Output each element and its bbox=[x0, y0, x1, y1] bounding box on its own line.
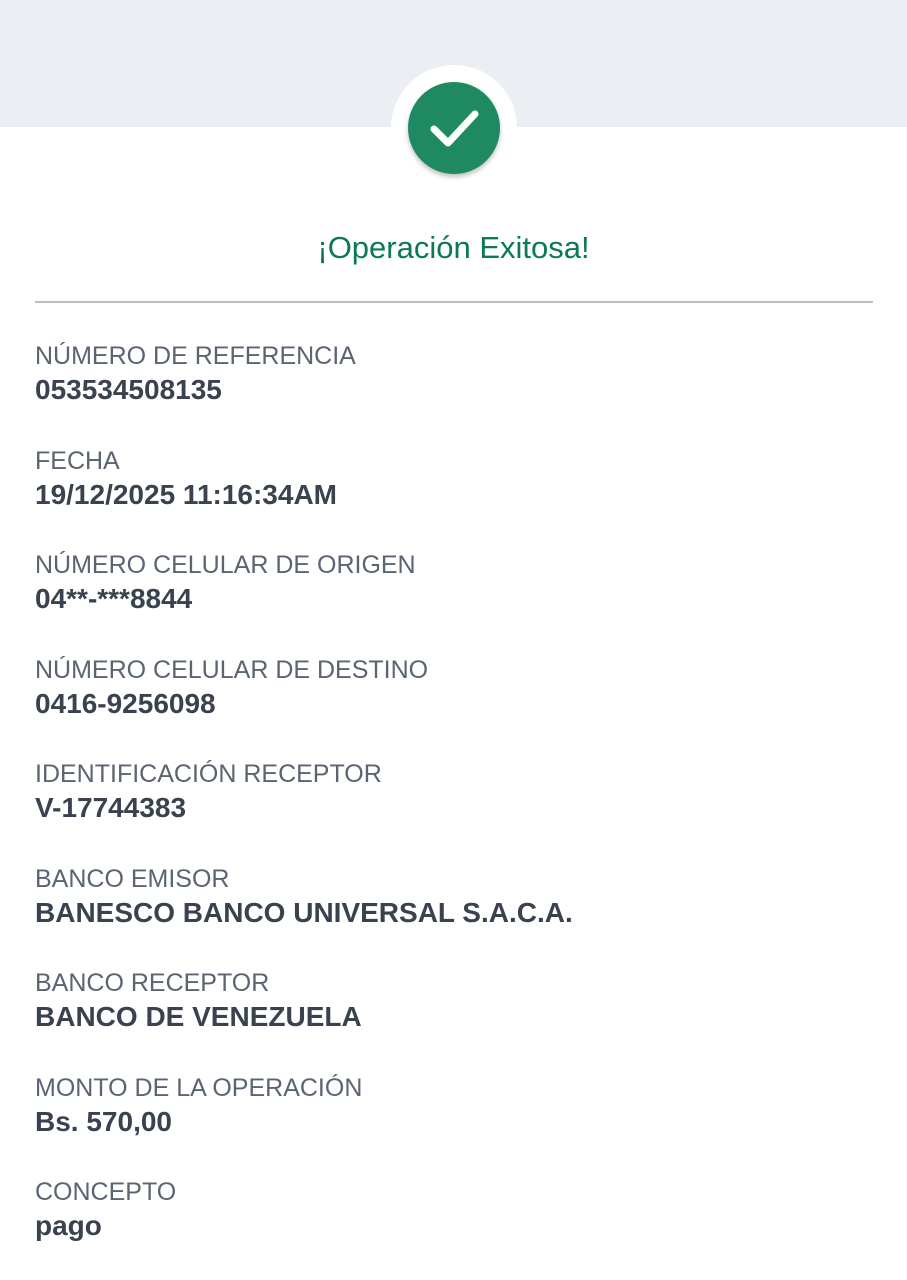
field-concept bbox=[35, 1176, 875, 1280]
field-label: CONCEPTO bbox=[35, 1178, 177, 1206]
field-value: BANCO DE VENEZUELA bbox=[35, 1001, 362, 1032]
field-value: V-17744383 bbox=[35, 792, 187, 823]
field-label: NÚMERO CELULAR DE DESTINO bbox=[35, 655, 429, 684]
field-issuing-bank bbox=[35, 863, 875, 968]
field-label: NÚMERO CELULAR DE ORIGEN bbox=[35, 551, 416, 579]
field-label: BANCO RECEPTOR bbox=[35, 969, 270, 997]
field-label: NÚMERO DE REFERENCIA bbox=[35, 342, 356, 370]
field-value: pago bbox=[35, 1210, 102, 1241]
field-reference-number bbox=[35, 340, 875, 445]
field-label: FECHA bbox=[35, 446, 120, 475]
field-label: BANCO EMISOR bbox=[35, 864, 230, 893]
field-receiver-id bbox=[35, 758, 875, 863]
check-circle-icon bbox=[408, 82, 500, 174]
field-date bbox=[35, 445, 875, 550]
field-value: 053534508135 bbox=[35, 374, 222, 405]
field-label: MONTO DE LA OPERACIÓN bbox=[35, 1073, 363, 1102]
field-label: IDENTIFICACIÓN RECEPTOR bbox=[35, 760, 382, 788]
field-origin-phone bbox=[35, 549, 875, 654]
field-value: 19/12/2025 11:16:34AM bbox=[35, 478, 337, 510]
divider bbox=[35, 301, 873, 303]
field-receiving-bank bbox=[35, 967, 875, 1072]
status-title: ¡Operación Exitosa! bbox=[317, 230, 590, 265]
details-list bbox=[35, 340, 875, 1280]
field-value: Bs. 570,00 bbox=[35, 1105, 172, 1137]
field-amount bbox=[35, 1072, 875, 1177]
field-value: BANESCO BANCO UNIVERSAL S.A.C.A. bbox=[35, 896, 573, 928]
field-value: 04**-***8844 bbox=[35, 583, 193, 614]
field-value: 0416-9256098 bbox=[35, 687, 216, 719]
field-destination-phone bbox=[35, 654, 875, 759]
